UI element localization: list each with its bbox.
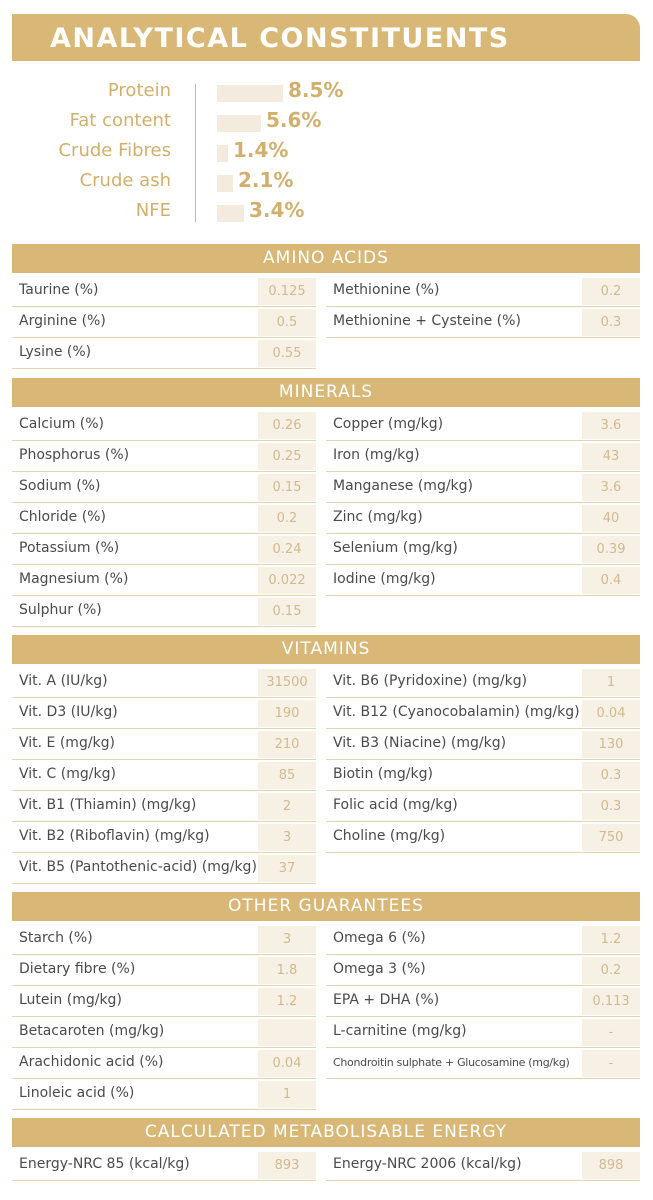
other-guarantees-heading: OTHER GUARANTEES <box>12 892 640 921</box>
row-value: 3 <box>258 926 316 953</box>
row-value: 0.3 <box>582 762 640 789</box>
analytical-row <box>0 108 653 138</box>
analytical-row <box>0 78 653 108</box>
table-row <box>12 276 316 307</box>
table-row <box>326 924 640 955</box>
row-value: 37 <box>258 855 316 882</box>
analytical-value: 3.4% <box>249 198 305 222</box>
row-label: Taurine (%) <box>19 282 99 298</box>
table-row <box>12 565 316 596</box>
row-value: 750 <box>582 824 640 851</box>
table-row <box>326 307 640 338</box>
table-row <box>12 924 316 955</box>
minerals-table <box>12 407 640 628</box>
row-label: Methionine (%) <box>333 282 440 298</box>
table-row <box>326 565 640 596</box>
row-value: 0.55 <box>258 340 316 367</box>
row-label: L-carnitine (mg/kg) <box>333 1023 467 1039</box>
table-row <box>326 534 640 565</box>
row-value: 190 <box>258 700 316 727</box>
row-label: Arginine (%) <box>19 313 106 329</box>
row-value: 210 <box>258 731 316 758</box>
analytical-value: 2.1% <box>238 168 294 192</box>
amino-acids-section <box>12 244 640 370</box>
table-row <box>326 1048 640 1079</box>
table-row <box>326 441 640 472</box>
table-row <box>12 410 316 441</box>
other-guarantees-table <box>12 921 640 1111</box>
table-row <box>12 503 316 534</box>
title-banner <box>12 14 640 61</box>
row-value <box>258 1019 316 1046</box>
row-label: Chondroitin sulphate + Glucosamine (mg/kg) <box>333 1056 570 1069</box>
page-title: ANALYTICAL CONSTITUENTS <box>50 23 510 54</box>
table-row <box>12 534 316 565</box>
analytical-bar <box>217 145 228 162</box>
row-label: Lutein (mg/kg) <box>19 992 122 1008</box>
table-row <box>12 1150 316 1181</box>
row-value: 0.2 <box>258 505 316 532</box>
minerals-section <box>12 378 640 628</box>
table-row <box>12 698 316 729</box>
table-row <box>12 1048 316 1079</box>
row-value: 0.125 <box>258 278 316 305</box>
row-label: Vit. D3 (IU/kg) <box>19 704 118 720</box>
row-label: Iodine (mg/kg) <box>333 571 436 587</box>
analytical-value: 5.6% <box>266 108 322 132</box>
row-value: 1 <box>258 1081 316 1108</box>
analytical-bar <box>217 85 283 102</box>
table-row <box>12 338 316 369</box>
table-row <box>326 729 640 760</box>
row-label: Manganese (mg/kg) <box>333 478 473 494</box>
table-row <box>326 698 640 729</box>
table-row <box>12 472 316 503</box>
analytical-label: NFE <box>135 200 171 221</box>
row-label: Vit. E (mg/kg) <box>19 735 116 751</box>
row-value: 0.25 <box>258 443 316 470</box>
empty-cell <box>326 338 640 369</box>
table-row <box>326 986 640 1017</box>
row-label: Energy-NRC 2006 (kcal/kg) <box>333 1156 522 1172</box>
row-label: Iron (mg/kg) <box>333 447 420 463</box>
row-value: 0.4 <box>582 567 640 594</box>
table-row <box>12 822 316 853</box>
row-label: Betacaroten (mg/kg) <box>19 1023 165 1039</box>
row-value: 3 <box>258 824 316 851</box>
analytical-bar <box>217 115 261 132</box>
amino-acids-table <box>12 273 640 370</box>
analytical-label: Protein <box>107 80 171 101</box>
row-value: 1.2 <box>258 988 316 1015</box>
energy-section <box>12 1118 640 1182</box>
analytical-bar <box>217 205 244 222</box>
table-row <box>326 1017 640 1048</box>
vitamins-heading: VITAMINS <box>12 635 640 664</box>
row-label: Biotin (mg/kg) <box>333 766 433 782</box>
row-label: Magnesium (%) <box>19 571 129 587</box>
row-value: 0.15 <box>258 474 316 501</box>
row-label: Dietary fibre (%) <box>19 961 136 977</box>
row-value: 31500 <box>258 669 316 696</box>
row-value: - <box>582 1050 640 1077</box>
table-row <box>12 853 316 884</box>
row-label: Zinc (mg/kg) <box>333 509 423 525</box>
row-value: 43 <box>582 443 640 470</box>
table-row <box>12 955 316 986</box>
vitamins-section <box>12 635 640 885</box>
row-value: 0.39 <box>582 536 640 563</box>
row-label: Starch (%) <box>19 930 93 946</box>
table-row <box>12 1017 316 1048</box>
row-label: Vit. B3 (Niacine) (mg/kg) <box>333 735 507 751</box>
row-value: 0.2 <box>582 957 640 984</box>
table-row <box>12 596 316 627</box>
row-label: Methionine + Cysteine (%) <box>333 313 521 329</box>
row-value: 0.15 <box>258 598 316 625</box>
analytical-label: Crude Fibres <box>58 140 171 161</box>
row-value: 0.113 <box>582 988 640 1015</box>
table-row <box>326 667 640 698</box>
row-label: Vit. C (mg/kg) <box>19 766 116 782</box>
row-label: Vit. B1 (Thiamin) (mg/kg) <box>19 797 197 813</box>
row-value: 0.3 <box>582 309 640 336</box>
empty-cell <box>326 853 640 884</box>
analytical-row <box>0 138 653 168</box>
row-label: Folic acid (mg/kg) <box>333 797 458 813</box>
energy-table <box>12 1147 640 1182</box>
table-row <box>12 667 316 698</box>
row-label: Vit. B2 (Riboflavin) (mg/kg) <box>19 828 210 844</box>
row-value: 1 <box>582 669 640 696</box>
row-value: 0.5 <box>258 309 316 336</box>
analytical-label: Crude ash <box>79 170 171 191</box>
analytical-label: Fat content <box>69 110 171 131</box>
row-label: Calcium (%) <box>19 416 105 432</box>
row-label: Copper (mg/kg) <box>333 416 444 432</box>
table-row <box>326 472 640 503</box>
table-row <box>326 822 640 853</box>
row-label: EPA + DHA (%) <box>333 992 440 1008</box>
table-row <box>12 441 316 472</box>
other-guarantees-section <box>12 892 640 1111</box>
row-value: 0.24 <box>258 536 316 563</box>
row-label: Linoleic acid (%) <box>19 1085 135 1101</box>
row-label: Energy-NRC 85 (kcal/kg) <box>19 1156 190 1172</box>
row-value: 85 <box>258 762 316 789</box>
row-label: Choline (mg/kg) <box>333 828 446 844</box>
row-value: 0.3 <box>582 793 640 820</box>
row-label: Lysine (%) <box>19 344 92 360</box>
amino-acids-heading: AMINO ACIDS <box>12 244 640 273</box>
analytical-bar <box>217 175 233 192</box>
vitamins-table <box>12 664 640 885</box>
row-label: Arachidonic acid (%) <box>19 1054 164 1070</box>
analytical-value: 1.4% <box>233 138 289 162</box>
row-value: 40 <box>582 505 640 532</box>
analytical-value: 8.5% <box>288 78 344 102</box>
row-value: 893 <box>258 1152 316 1179</box>
table-row <box>326 791 640 822</box>
table-row <box>326 1150 640 1181</box>
table-row <box>326 410 640 441</box>
row-label: Phosphorus (%) <box>19 447 130 463</box>
row-value: 2 <box>258 793 316 820</box>
table-row <box>326 276 640 307</box>
minerals-heading: MINERALS <box>12 378 640 407</box>
row-value: 3.6 <box>582 474 640 501</box>
table-row <box>12 791 316 822</box>
empty-cell <box>326 1079 640 1110</box>
row-label: Selenium (mg/kg) <box>333 540 458 556</box>
table-row <box>12 729 316 760</box>
row-label: Sulphur (%) <box>19 602 102 618</box>
row-value: 3.6 <box>582 412 640 439</box>
row-label: Potassium (%) <box>19 540 120 556</box>
empty-cell <box>326 596 640 627</box>
row-label: Vit. A (IU/kg) <box>19 673 108 689</box>
table-row <box>12 1079 316 1110</box>
table-row <box>326 760 640 791</box>
energy-heading: CALCULATED METABOLISABLE ENERGY <box>12 1118 640 1147</box>
table-row <box>12 986 316 1017</box>
row-value: 130 <box>582 731 640 758</box>
row-label: Omega 6 (%) <box>333 930 426 946</box>
row-value: 0.2 <box>582 278 640 305</box>
table-row <box>12 760 316 791</box>
row-value: 0.04 <box>258 1050 316 1077</box>
row-label: Vit. B5 (Pantothenic-acid) (mg/kg) <box>19 859 257 875</box>
row-label: Vit. B6 (Pyridoxine) (mg/kg) <box>333 673 528 689</box>
row-label: Vit. B12 (Cyanocobalamin) (mg/kg) <box>333 704 580 720</box>
row-label: Omega 3 (%) <box>333 961 426 977</box>
analytical-row <box>0 168 653 198</box>
row-value: 0.022 <box>258 567 316 594</box>
table-row <box>326 955 640 986</box>
table-row <box>326 503 640 534</box>
row-value: 0.26 <box>258 412 316 439</box>
row-value: 1.8 <box>258 957 316 984</box>
row-value: - <box>582 1019 640 1046</box>
row-value: 0.04 <box>582 700 640 727</box>
analytical-row <box>0 198 653 228</box>
analytical-constituents <box>0 78 653 228</box>
row-label: Sodium (%) <box>19 478 101 494</box>
row-value: 1.2 <box>582 926 640 953</box>
table-row <box>12 307 316 338</box>
row-label: Chloride (%) <box>19 509 106 525</box>
row-value: 898 <box>582 1152 640 1179</box>
